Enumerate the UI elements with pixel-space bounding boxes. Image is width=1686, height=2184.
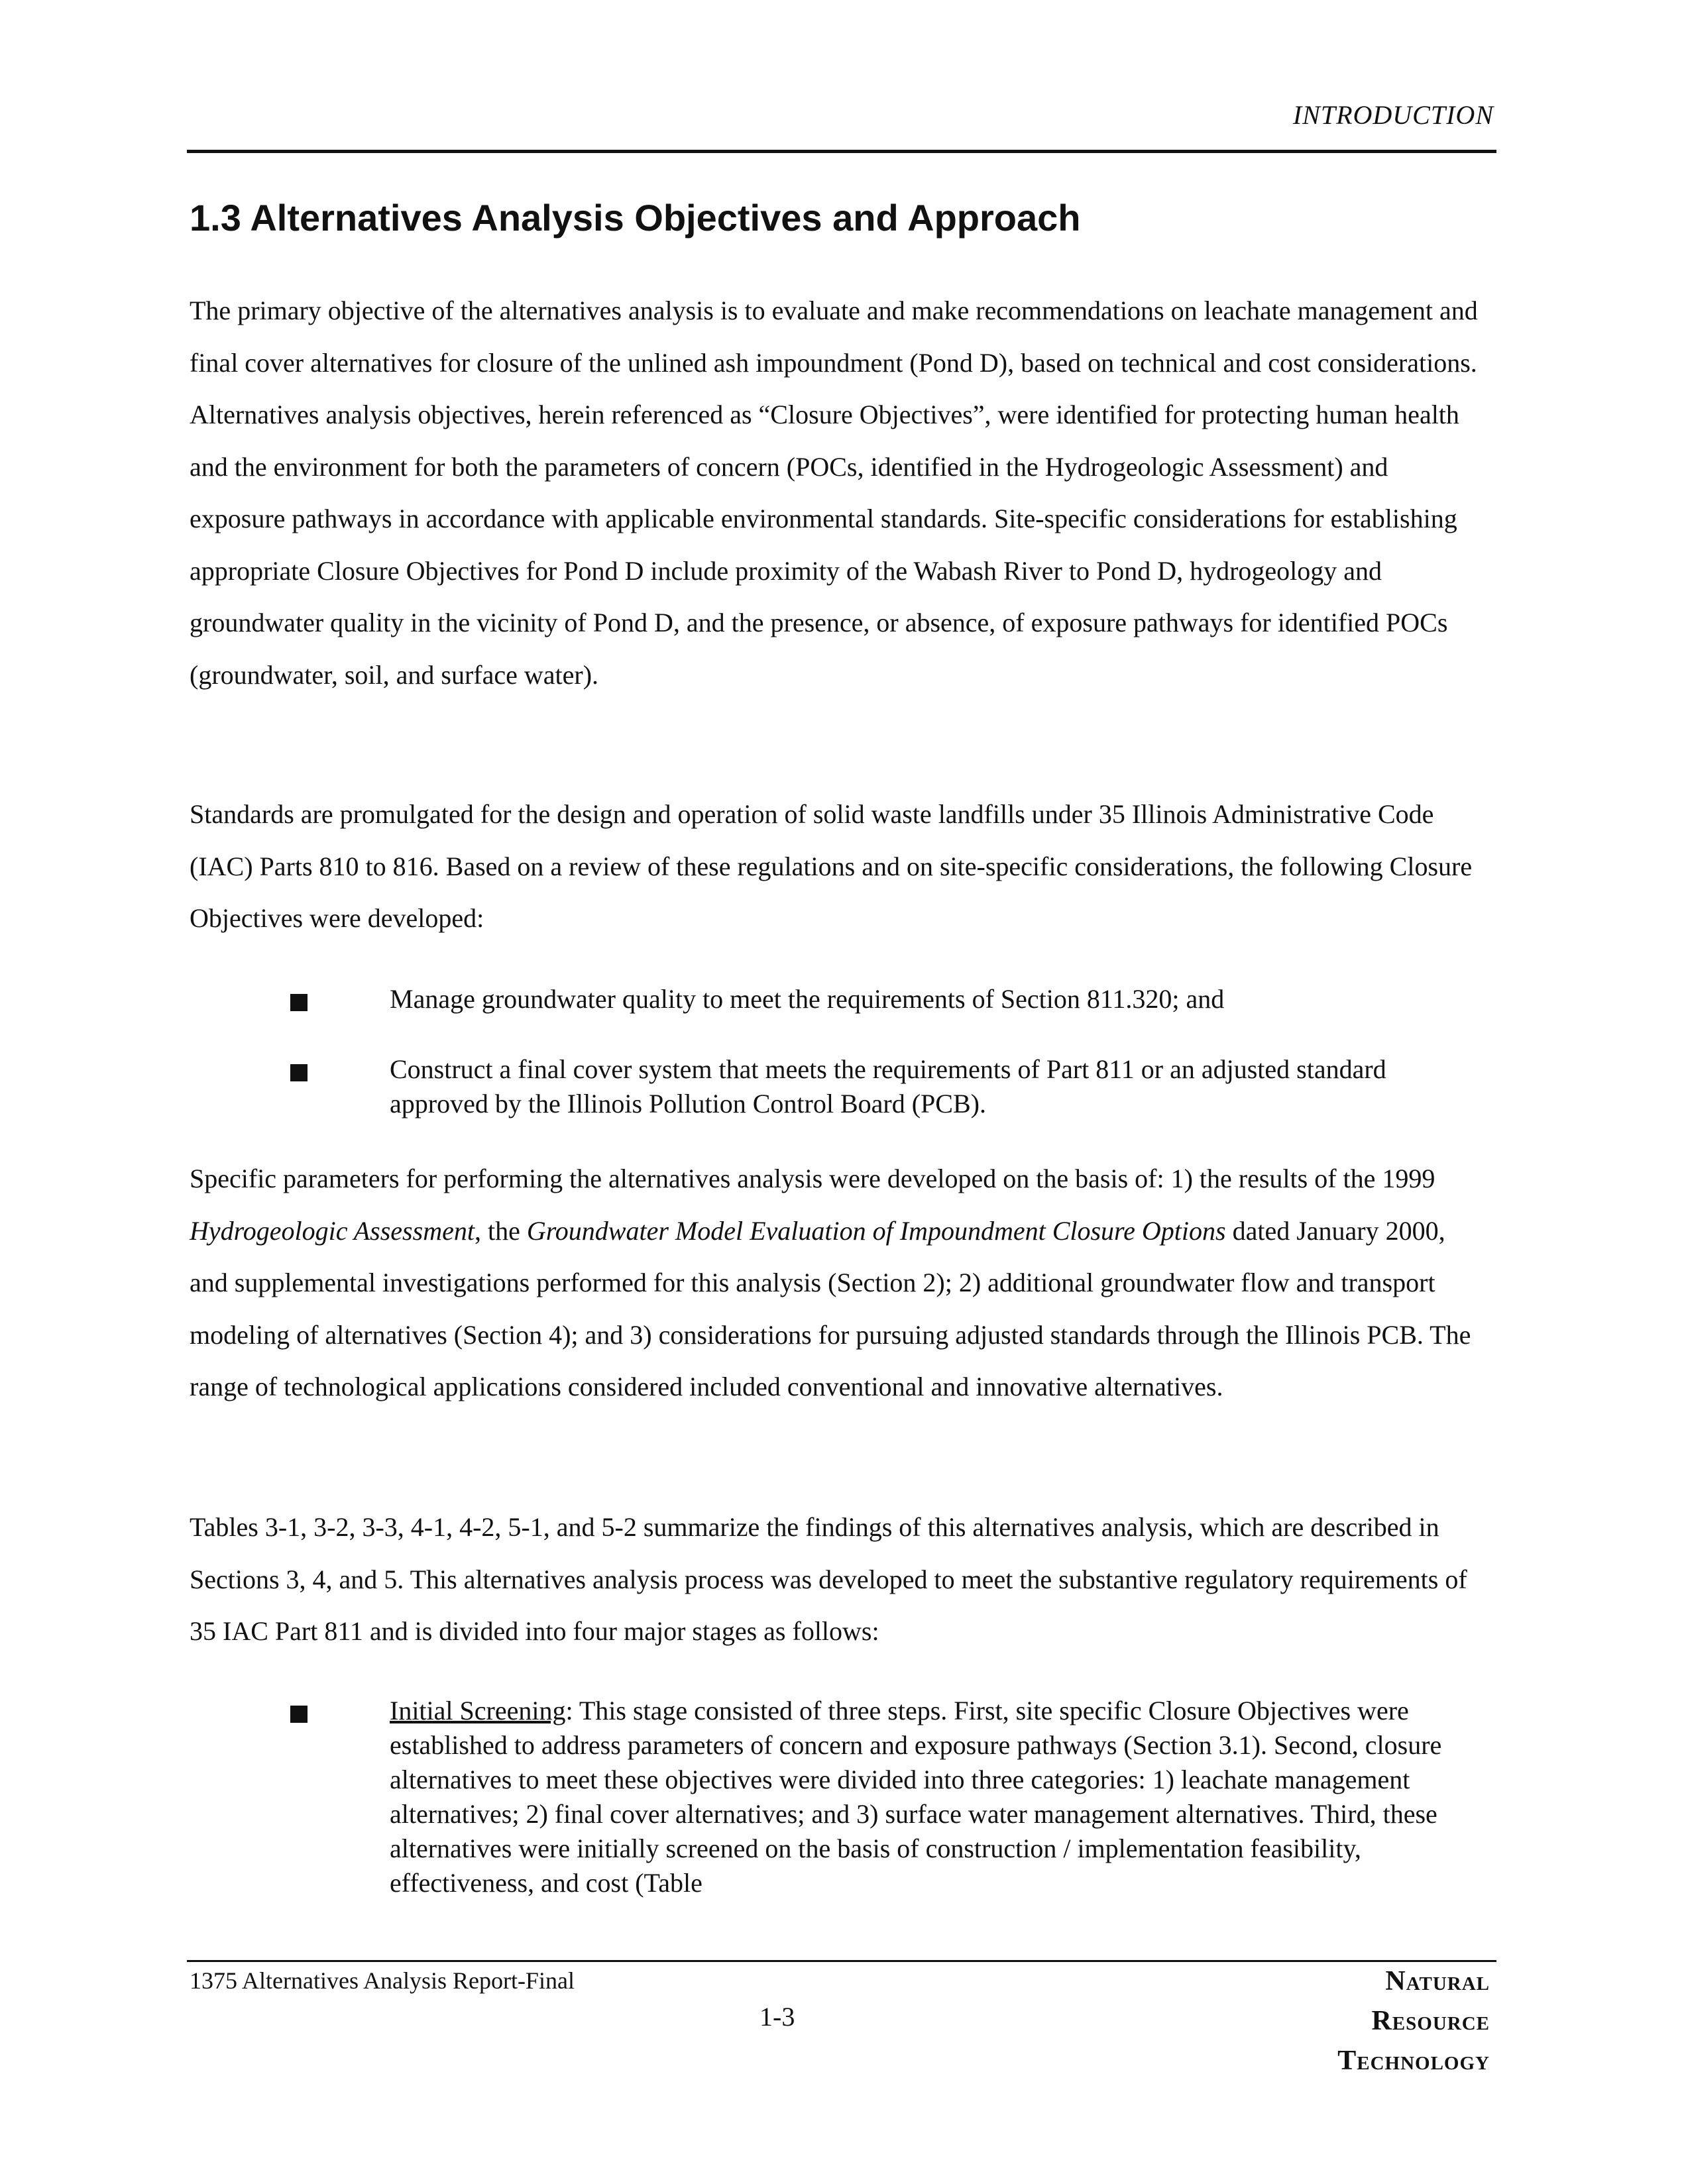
paragraph-text: , the — [474, 1215, 527, 1246]
footer-org-line: Resource — [1371, 2006, 1490, 2036]
paragraph-tables-summary: Tables 3-1, 3-2, 3-3, 4-1, 4-2, 5-1, and 5-2 summarize the findings of this alternatives analysis, which are described in Sections 3, 4, and 5. This alternatives analysis process was developed to meet the substantive regulatory requirements of 35 IAC Part 811 and is divided into four major stages as follows: — [190, 1512, 1467, 1646]
paragraph-standards: Standards are promulgated for the design and operation of solid waste landfills under 35 Illinois Administrative Code (IAC) Parts 810 to 816. Based on a review of these regulations and on site-specific considerations, the following Closure Objectives were developed: — [190, 799, 1473, 933]
bullet-square-icon — [290, 1706, 308, 1723]
objective-item-final-cover: Construct a final cover system that meets the requirements of Part 811 or an adjusted standard approved by the Illinois Pollution Control Board (PCB). — [390, 1054, 1386, 1119]
objective-item-groundwater: Manage groundwater quality to meet the requirements of Section 811.320; and — [390, 984, 1225, 1014]
bullet-square-icon — [290, 1064, 308, 1081]
bullet-square-icon — [290, 994, 308, 1011]
paragraph-objective: The primary objective of the alternatives analysis is to evaluate and make recommendations on leachate management and final cover alternatives for closure of the unlined ash impoundment (Pond D), based on technical and cost considerations. Alternatives analysis objectives, herein referenced as “Closure Objectives”, were identified for protecting human health and the environment for both the parameters of concern (POCs, identified in the Hydrogeologic Assessment) and exposure pathways in accordance with applicable environmental standards. Site-specific considerations for establishing appropriate Closure Objectives for Pond D include proximity of the Wabash River to Pond D, hydrogeology and groundwater quality in the vicinity of Pond D, and the presence, or absence, of exposure pathways for identified POCs (groundwater, soil, and surface water). — [190, 296, 1478, 690]
running-header: INTRODUCTION — [1292, 100, 1494, 130]
footer-org-line: Natural — [1385, 1966, 1490, 1996]
document-title-italic: Hydrogeologic Assessment — [190, 1215, 475, 1246]
footer-rule — [187, 1960, 1496, 1962]
document-title-italic: Groundwater Model Evaluation of Impoundment Closure Options — [526, 1215, 1226, 1246]
footer-document-title: 1375 Alternatives Analysis Report-Final — [190, 1967, 575, 1994]
stage-item-initial-screening — [390, 1694, 1490, 1900]
paragraph-parameters — [190, 1153, 1489, 1413]
footer-org-line: Technology — [1337, 2046, 1490, 2076]
section-heading: 1.3 Alternatives Analysis Objectives and Approach — [190, 197, 1081, 239]
header-rule — [187, 150, 1496, 153]
paragraph-text: dated January 2000, and supplemental investigations performed for this analysis (Section 2); 2) additional groundwater flow and transport modeling of alternatives (Section 4); and 3) considerations for pursuing adjusted standards through the Illinois PCB. The range of technological applications considered included conventional and innovative alternatives. — [190, 1215, 1471, 1401]
paragraph-text: Specific parameters for performing the alternatives analysis were developed on the basis of: 1) the results of the 1999 — [190, 1164, 1435, 1193]
page-number: 1-3 — [759, 2002, 795, 2032]
stage-description: : This stage consisted of three steps. First, site specific Closure Objectives were established to address parameters of concern and exposure pathways (Section 3.1). Second, closure alternatives to meet these objectives were divided into three categories: 1) leachate management alternatives; 2) final cover alternatives; and 3) surface water management alternatives. Third, these alternatives were initially screened on the basis of construction / implementation feasibility, effectiveness, and cost (Table — [390, 1696, 1442, 1898]
stage-title: Initial Screening — [390, 1696, 566, 1725]
